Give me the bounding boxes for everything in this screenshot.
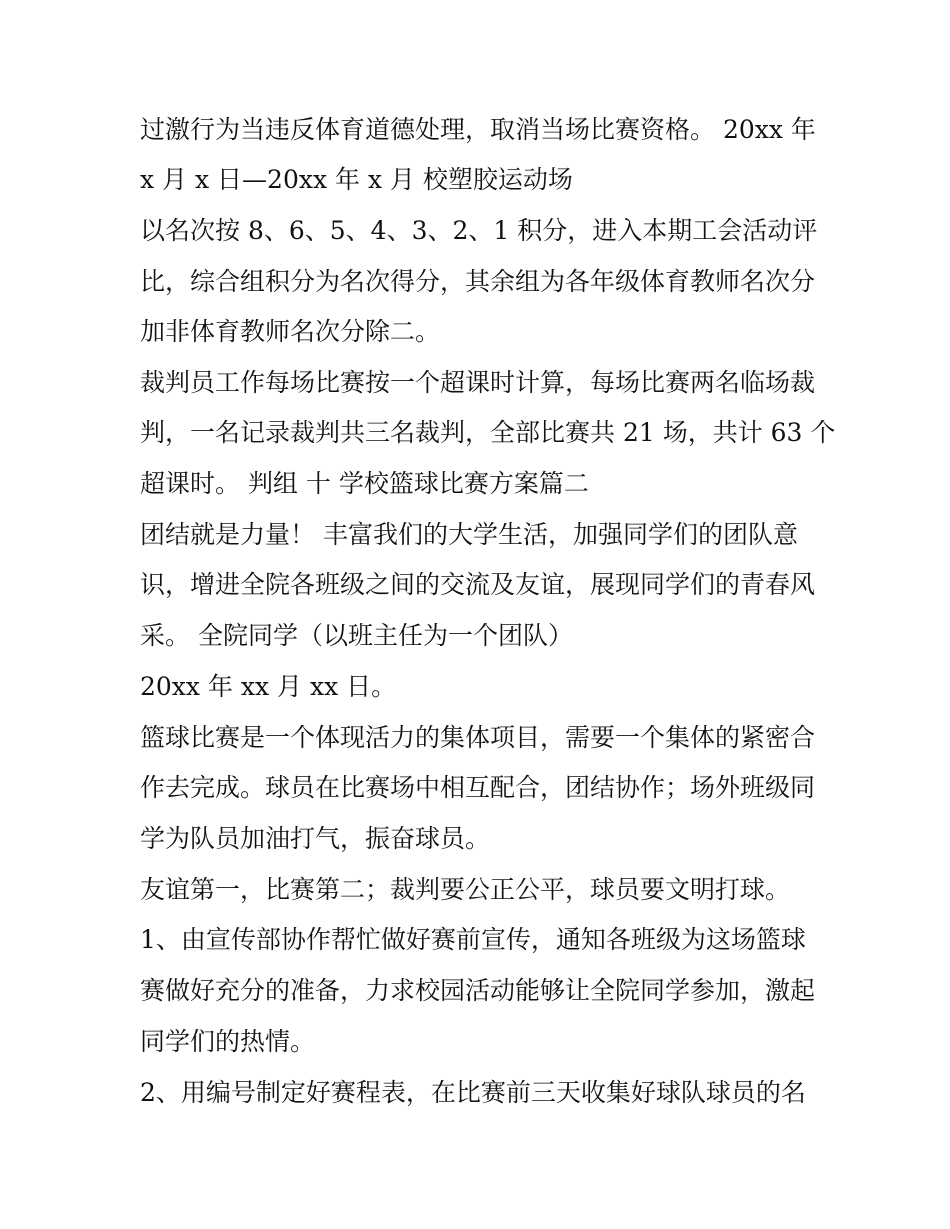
text-line: 裁判员工作每场比赛按一个超课时计算，每场比赛两名临场裁	[140, 368, 816, 397]
text-line: 2、用编号制定好赛程表，在比赛前三天收集好球队球员的名	[140, 1078, 806, 1107]
text-line: 团结就是力量！ 丰富我们的大学生活，加强同学们的团队意	[140, 520, 798, 549]
text-line: 作去完成。球员在比赛场中相互配合，团结协作；场外班级同	[140, 773, 816, 802]
text-line: 加非体育教师名次分除二。	[140, 317, 441, 346]
text-line: 采。 全院同学（以班主任为一个团队）	[140, 621, 573, 650]
text-line: 过激行为当违反体育道德处理，取消当场比赛资格。 20xx 年	[140, 115, 816, 144]
text-line: 学为队员加油打气，振奋球员。	[140, 824, 491, 853]
text-line: 赛做好充分的准备，力求校园活动能够让全院同学参加，激起	[140, 976, 816, 1005]
text-line: 以名次按 8、6、5、4、3、2、1 积分，进入本期工会活动评	[140, 216, 818, 245]
text-line: 20xx 年 xx 月 xx 日。	[140, 672, 397, 701]
text-line: 篮球比赛是一个体现活力的集体项目，需要一个集体的紧密合	[140, 723, 816, 752]
text-line: 识，增进全院各班级之间的交流及友谊，展现同学们的青春风	[140, 570, 816, 599]
text-line: 超课时。 判组 十 学校篮球比赛方案篇二	[140, 469, 589, 498]
text-line: x 月 x 日—20xx 年 x 月 校塑胶运动场	[140, 165, 573, 194]
text-line: 友谊第一，比赛第二；裁判要公正公平，球员要文明打球。	[140, 875, 791, 904]
text-line: 同学们的热情。	[140, 1027, 316, 1056]
text-line: 判，一名记录裁判共三名裁判，全部比赛共 21 场，共计 63 个	[140, 418, 836, 447]
text-line: 比，综合组积分为名次得分，其余组为各年级体育教师名次分	[140, 267, 816, 296]
text-line: 1、由宣传部协作帮忙做好赛前宣传，通知各班级为这场篮球	[140, 925, 806, 954]
